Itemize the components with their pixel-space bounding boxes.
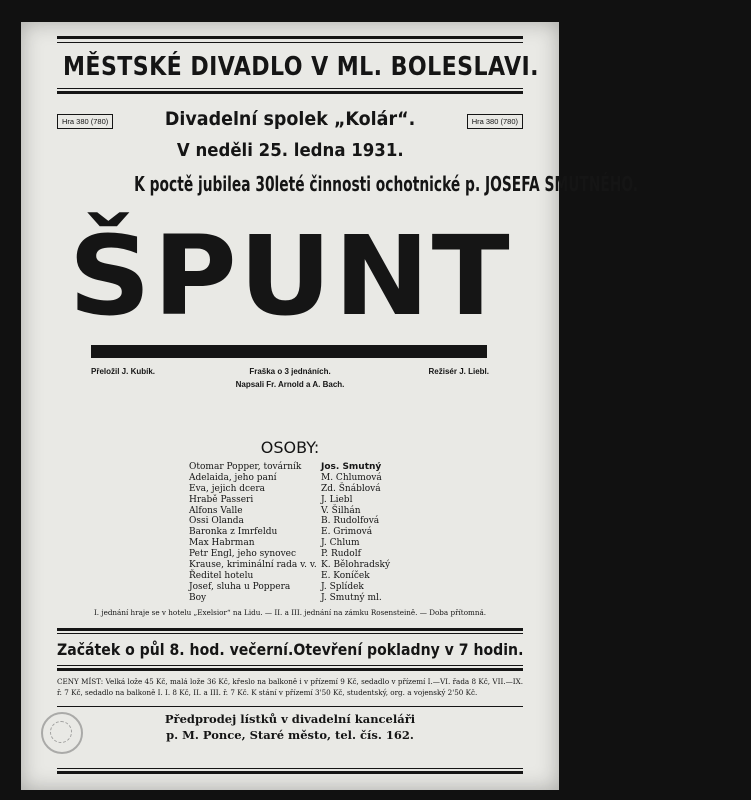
cast-heading: OSOBY:	[260, 438, 320, 457]
role-name: Hrabě Passeri	[189, 494, 254, 505]
start-time: Začátek o půl 8. hod. večerní.	[57, 640, 294, 659]
actor-name: E. Koníček	[321, 570, 370, 581]
role-list	[189, 462, 317, 604]
top-rule-thin	[57, 42, 523, 43]
performance-date: V neděli 25. ledna 1931.	[176, 140, 404, 161]
role-name: Otomar Popper, továrník	[189, 462, 302, 472]
actor-name: B. Rudolfová	[321, 516, 380, 527]
actor-name: M. Chlumová	[321, 472, 382, 483]
actor-name: K. Bělohradský	[321, 560, 391, 571]
actor-name: J. Splídek	[321, 581, 364, 592]
play-number-badge-right: Hra 380 (780)	[467, 114, 523, 129]
times-rule-top	[57, 628, 523, 631]
director: Režisér J. Liebl.	[428, 367, 489, 376]
scene-note: I. jednání hraje se v hotelu „Exelsior“ na Lidu. — II. a III. jednání na zámku Rosensteině. — Doba přítomná.	[93, 608, 487, 617]
bottom-rule	[57, 771, 523, 774]
bottom-rule-thin	[57, 768, 523, 769]
role-name: Baronka z Imrfeldu	[189, 527, 278, 538]
date-wrap	[21, 140, 559, 161]
actor-name: V. Šilhán	[321, 505, 361, 516]
authors: Napsali Fr. Arnold a A. Bach.	[235, 380, 345, 389]
role-name: Petr Engl, jeho synovec	[189, 549, 297, 560]
prices-rule	[57, 706, 523, 707]
box-office-wrap	[262, 640, 523, 659]
role-name: Ředitel hotelu	[189, 570, 254, 581]
times-rule-bottom	[57, 668, 523, 671]
times-rule-bottom-thin	[57, 665, 523, 666]
actor-name: E. Grimová	[321, 527, 373, 538]
jubilee-wrap	[21, 172, 639, 196]
play-title: ŠPUNT	[68, 212, 512, 340]
role-name: Boy	[189, 592, 207, 603]
theatre-poster	[21, 22, 639, 790]
actor-name: Jos. Smutný	[321, 462, 382, 472]
company-name: Divadelní spolek „Kolár“.	[164, 108, 416, 130]
role-name: Max Habrman	[189, 538, 255, 549]
presale-line-1: Předprodej lístků v divadelní kanceláři	[164, 712, 416, 726]
top-rule	[57, 36, 523, 39]
role-name: Eva, jejich dcera	[189, 483, 266, 494]
role-name: Josef, sluha u Poppera	[189, 581, 291, 592]
times-rule-top-thin	[57, 633, 523, 634]
theatre-name-wrap	[21, 52, 559, 88]
title-bar	[91, 345, 487, 358]
role-name: Alfons Valle	[189, 505, 243, 516]
role-name: Adelaida, jeho paní	[189, 472, 277, 483]
role-name: Ossi Olanda	[189, 516, 244, 527]
actor-name: J. Chlum	[321, 538, 360, 549]
actor-name: Zd. Šnáblová	[321, 483, 381, 494]
box-office-time: Otevření pokladny v 7 hodin.	[292, 640, 523, 659]
actor-name: J. Smutný ml.	[321, 592, 382, 603]
company-wrap	[21, 108, 559, 130]
translator: Přeložil J. Kubík.	[91, 367, 156, 376]
stamp-seal-icon	[41, 712, 83, 754]
title-wrap	[21, 212, 559, 340]
ticket-prices: CENY MÍST: Velká lože 45 Kč, malá lože 36 Kč, křeslo na balkoně i v přízemí 9 Kč, sedadlo v přízemí I.—VI. řada 8 Kč, VII.—IX. ř. 7 Kč, sedadlo na balkoně I. I. 8 Kč, II. a III. ř. 7 Kč. K stání v přízemí 3'50 Kč, studentský, org. a vojenský 2'50 Kč.	[57, 677, 523, 697]
presale-line-2: p. M. Ponce, Staré město, tel. čís. 162.	[166, 728, 414, 742]
actor-list	[321, 462, 390, 604]
theatre-name: MĚSTSKÉ DIVADLO V ML. BOLESLAVI.	[63, 52, 540, 82]
header-rule	[57, 91, 523, 94]
role-name: Krause, kriminální rada v. v.	[189, 560, 317, 571]
cast-heading-wrap	[21, 438, 559, 457]
header-rule-thin	[57, 88, 523, 89]
actor-name: P. Rudolf	[321, 549, 361, 560]
play-number-badge-left: Hra 380 (780)	[57, 114, 113, 129]
actor-name: J. Liebl	[321, 494, 353, 505]
genre: Fraška o 3 jednáních.	[249, 367, 331, 376]
jubilee-line: K poctě jubilea 30leté činnosti ochotnické p. JOSEFA SMUTNÉHO.	[134, 172, 639, 196]
